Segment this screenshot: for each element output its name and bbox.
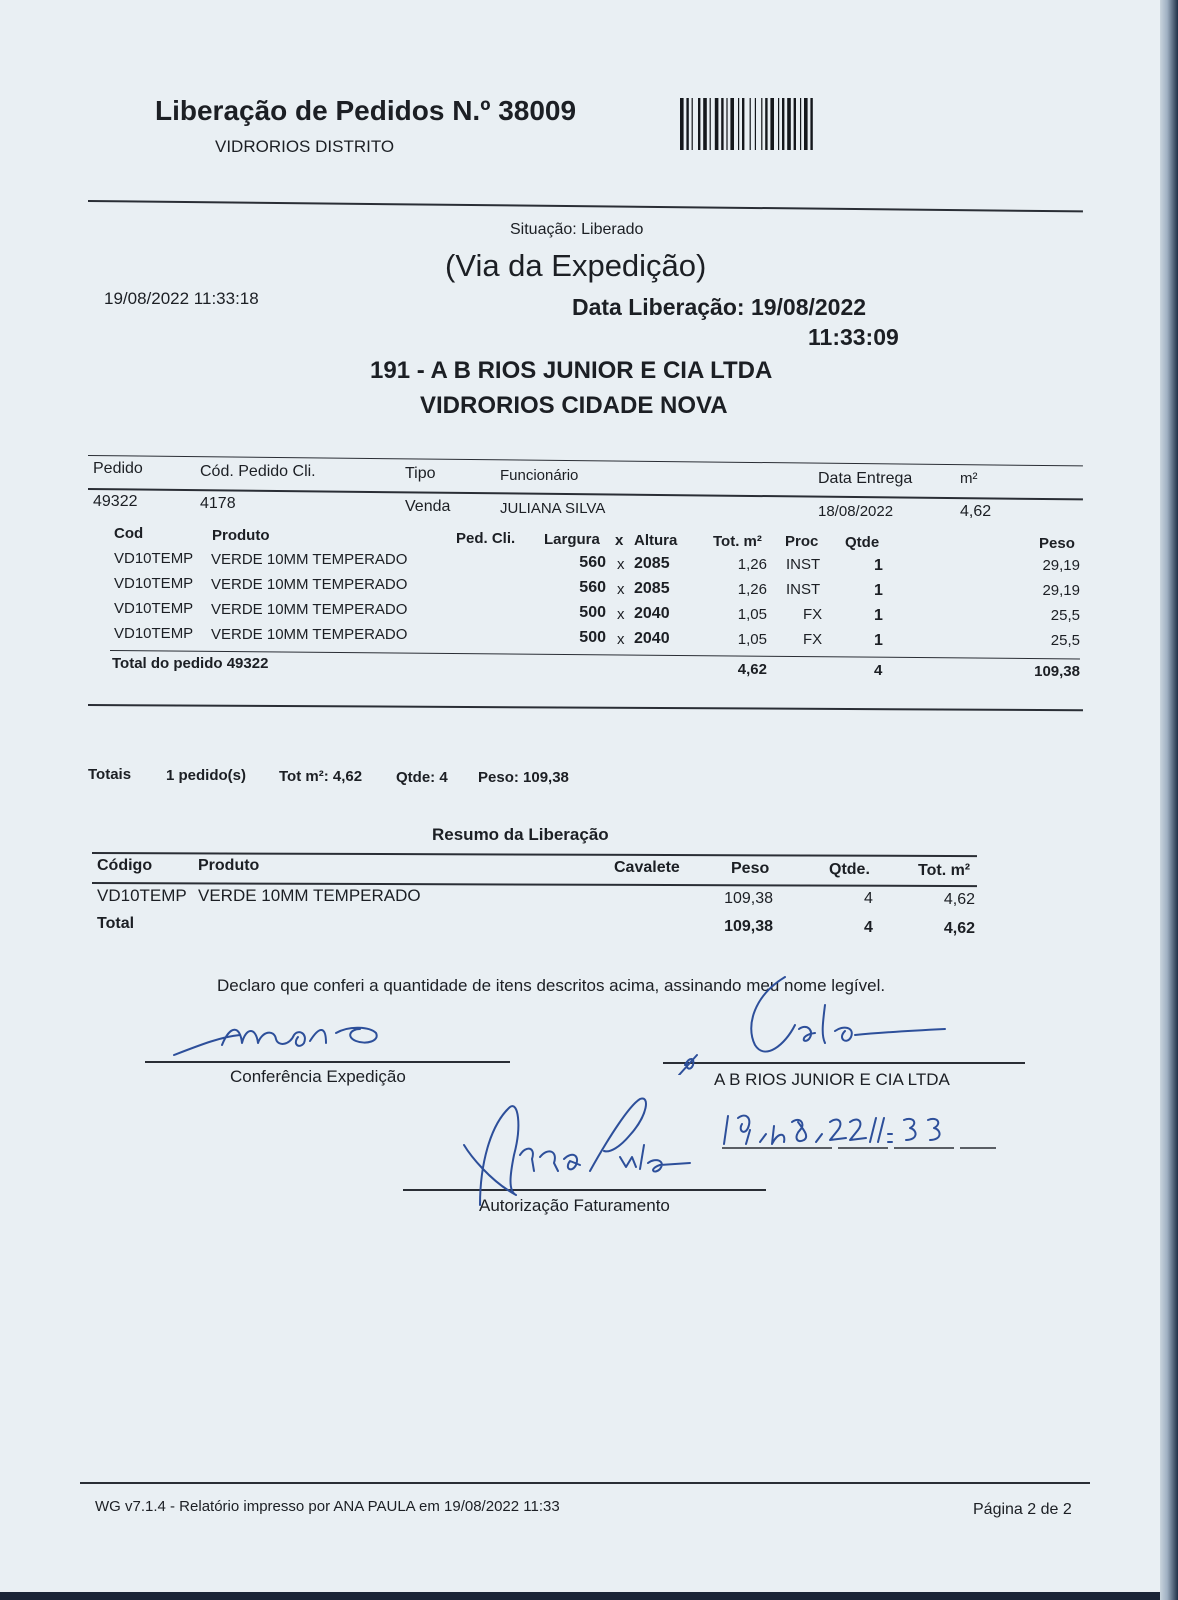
footer-print-info: WG v7.1.4 - Relatório impresso por ANA PAULA em 19/08/2022 11:33	[95, 1498, 560, 1515]
items-header-x: x	[615, 532, 624, 549]
item-altura: 2040	[634, 630, 670, 647]
totals-qtde: Qtde: 4	[396, 769, 448, 786]
item-proc: FX	[803, 606, 823, 623]
order-header-entrega: Data Entrega	[818, 470, 913, 487]
summary-total-label: Total	[97, 915, 135, 932]
order-entrega: 18/08/2022	[818, 503, 894, 520]
summary-header-totm2: Tot. m²	[918, 862, 971, 879]
item-peso: 29,19	[1042, 582, 1080, 599]
summary-peso: 109,38	[724, 890, 773, 907]
summary-totm2: 4,62	[943, 891, 975, 908]
signature-label-left: Conferência Expedição	[230, 1067, 406, 1086]
item-x: x	[617, 581, 625, 598]
order-total-peso: 109,38	[1034, 663, 1080, 680]
summary-header-peso: Peso	[731, 860, 770, 877]
footer-divider	[80, 1482, 1090, 1484]
item-produto: VERDE 10MM TEMPERADO	[211, 551, 408, 568]
order-funcionario: JULIANA SILVA	[500, 500, 606, 517]
items-header-cod: Cod	[114, 525, 144, 542]
item-proc: FX	[803, 631, 823, 648]
item-cod: VD10TEMP	[114, 625, 194, 642]
item-altura: 2040	[634, 605, 670, 622]
order-total-label: Total do pedido 49322	[112, 655, 269, 672]
totals-peso: Peso: 109,38	[478, 769, 569, 786]
item-totm2: 1,05	[737, 631, 767, 648]
printed-timestamp: 19/08/2022 11:33:18	[104, 289, 259, 308]
summary-header-codigo: Código	[97, 857, 153, 874]
item-cod: VD10TEMP	[114, 575, 194, 592]
item-produto: VERDE 10MM TEMPERADO	[211, 601, 408, 618]
page-edge	[1160, 0, 1178, 1600]
item-altura: 2085	[634, 555, 670, 572]
items-header-largura: Largura	[544, 531, 600, 548]
item-totm2: 1,26	[737, 581, 767, 598]
items-header-qtde: Qtde	[845, 534, 880, 551]
order-total-qtde: 4	[874, 662, 883, 679]
items-header-altura: Altura	[634, 532, 678, 549]
release-time: 11:33:09	[808, 324, 899, 350]
barcode	[680, 98, 855, 150]
item-produto: VERDE 10MM TEMPERADO	[211, 576, 408, 593]
summary-header-produto: Produto	[198, 857, 260, 874]
item-peso: 25,5	[1050, 632, 1080, 649]
items-header-totm2: Tot. m²	[713, 533, 762, 550]
release-date: Data Liberação: 19/08/2022	[572, 294, 867, 320]
divider	[88, 200, 1083, 212]
totals-label: Totais	[88, 766, 132, 783]
order-header-tipo: Tipo	[405, 465, 436, 482]
items-header-produto: Produto	[212, 527, 270, 544]
item-proc: INST	[786, 556, 821, 573]
order-m2: 4,62	[960, 503, 992, 520]
summary-header-cavalete: Cavalete	[614, 859, 680, 876]
summary-produto: VERDE 10MM TEMPERADO	[198, 886, 421, 905]
declaration-text: Declaro que conferi a quantidade de itens descritos acima, assinando meu nome legível.	[217, 976, 886, 995]
totals-m2: Tot m²: 4,62	[279, 768, 363, 785]
item-qtde: 1	[874, 557, 883, 574]
copy-label: (Via da Expedição)	[445, 248, 707, 283]
summary-total-peso: 109,38	[724, 918, 773, 935]
order-total-m2: 4,62	[737, 661, 767, 678]
items-header-peso: Peso	[1039, 535, 1075, 552]
item-qtde: 1	[874, 632, 883, 649]
document-title: Liberação de Pedidos N.º 38009	[155, 95, 577, 126]
item-largura: 500	[579, 629, 606, 646]
order-header-pedido: Pedido	[93, 460, 143, 477]
client-store: VIDRORIOS CIDADE NOVA	[420, 392, 728, 419]
summary-total-totm2: 4,62	[943, 920, 975, 937]
order-header-funcionario: Funcionário	[500, 467, 579, 484]
footer-page-number: Página 2 de 2	[973, 1501, 1072, 1518]
items-header-pedcli: Ped. Cli.	[456, 530, 516, 547]
order-header-m2: m²	[960, 470, 978, 487]
order-cod: 4178	[200, 495, 236, 512]
signature-label-bottom: Autorização Faturamento	[479, 1196, 670, 1215]
summary-header-qtde: Qtde.	[829, 861, 870, 878]
totals-pedidos: 1 pedido(s)	[166, 767, 247, 784]
item-produto: VERDE 10MM TEMPERADO	[211, 626, 408, 643]
status-text: Situação: Liberado	[510, 221, 644, 238]
item-qtde: 1	[874, 582, 883, 599]
order-pedido: 49322	[93, 493, 138, 510]
summary-codigo: VD10TEMP	[97, 886, 187, 905]
item-totm2: 1,05	[737, 606, 767, 623]
summary-title: Resumo da Liberação	[432, 825, 609, 844]
divider	[88, 488, 1083, 500]
items-header-proc: Proc	[785, 533, 819, 550]
company-name: VIDRORIOS DISTRITO	[215, 137, 395, 156]
signature-line-left	[145, 1061, 510, 1063]
handwritten-date	[720, 1108, 1005, 1153]
item-largura: 500	[579, 604, 606, 621]
summary-total-qtde: 4	[864, 919, 873, 936]
item-peso: 25,5	[1050, 607, 1080, 624]
handwritten-signature-bottom	[460, 1095, 700, 1210]
handwritten-signature-left	[170, 1015, 390, 1060]
item-cod: VD10TEMP	[114, 550, 194, 567]
item-proc: INST	[786, 581, 821, 598]
item-cod: VD10TEMP	[114, 600, 194, 617]
item-qtde: 1	[874, 607, 883, 624]
item-largura: 560	[579, 579, 606, 596]
item-altura: 2085	[634, 580, 670, 597]
item-x: x	[617, 631, 625, 648]
client-name: 191 - A B RIOS JUNIOR E CIA LTDA	[370, 357, 773, 384]
handwritten-signature-right	[675, 965, 975, 1075]
item-x: x	[617, 606, 625, 623]
signature-label-right: A B RIOS JUNIOR E CIA LTDA	[714, 1070, 950, 1089]
order-header-cod: Cód. Pedido Cli.	[200, 463, 316, 480]
item-x: x	[617, 556, 625, 573]
order-tipo: Venda	[405, 498, 451, 515]
item-largura: 560	[579, 554, 606, 571]
item-peso: 29,19	[1042, 557, 1080, 574]
summary-qtde: 4	[864, 890, 873, 907]
divider	[88, 704, 1083, 711]
item-totm2: 1,26	[737, 556, 767, 573]
